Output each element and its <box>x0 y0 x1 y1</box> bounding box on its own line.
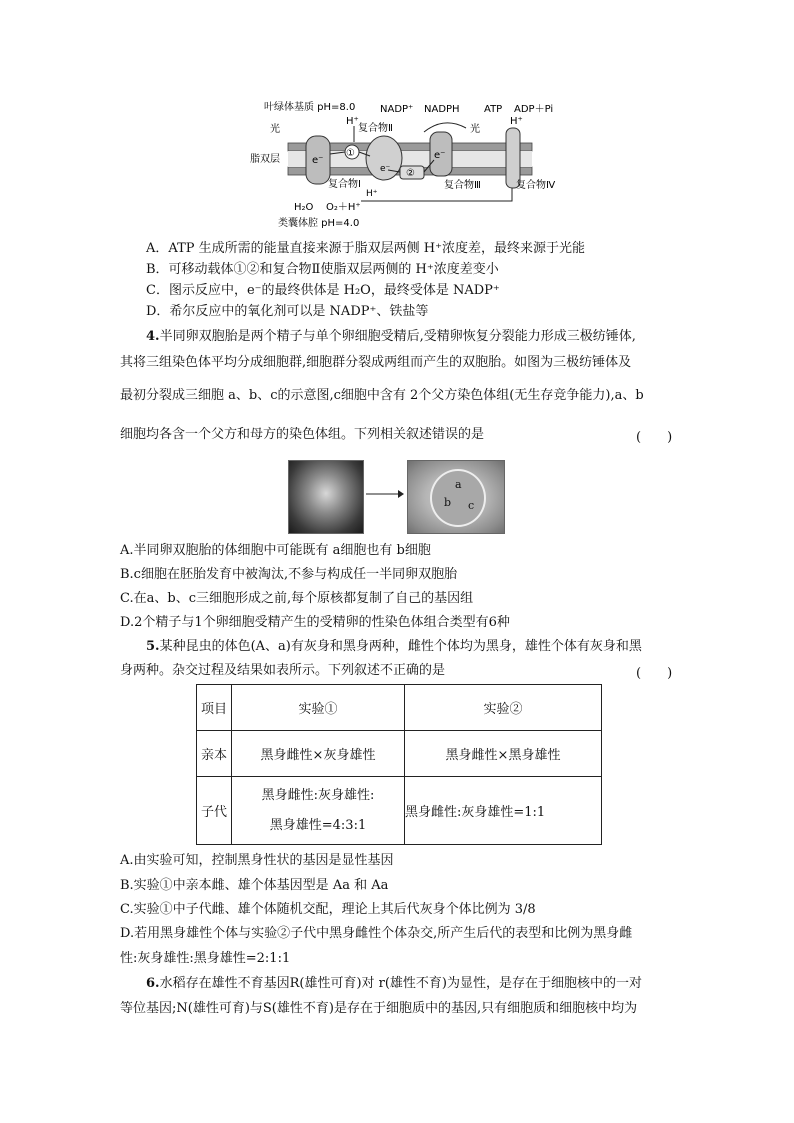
q4-option-c: C.在a、b、c三细胞形成之前,每个原核都复制了自己的基因组 <box>120 591 474 606</box>
q4-line4: 细胞均各含一个父方和母方的染色体组。下列相关叙述错误的是 <box>120 427 485 442</box>
spindle-photo <box>288 460 364 534</box>
q3-option-b: B．可移动载体①②和复合物Ⅱ使脂双层两侧的 H⁺浓度差变小 <box>146 262 499 277</box>
q4-line1: 4.半同卵双胞胎是两个精子与单个卵细胞受精后,受精卵恢复分裂能力形成三极纺锤体, <box>146 329 636 344</box>
complex4-label: 复合物Ⅳ <box>516 180 556 191</box>
q3-option-c: C．图示反应中，e⁻的最终供体是 H₂O，最终受体是 NADP⁺ <box>146 283 500 298</box>
table-cell-exp1-parents: 黑身雌性×灰身雄性 <box>232 731 405 777</box>
q4-option-d: D.2个精子与1个卵细胞受精产生的受精卵的性染色体组合类型有6种 <box>120 615 510 630</box>
complex1-label: 复合物Ⅰ <box>328 179 361 190</box>
nadph-label: NADPH <box>424 104 460 115</box>
electron-label-3: e⁻ <box>434 150 446 161</box>
exp1-offspring-line2: 黑身雄性=4:3:1 <box>269 817 367 833</box>
electron-label-1: e⁻ <box>312 155 324 166</box>
table-cell-exp1-offspring <box>232 777 405 845</box>
q5-line1: 5.某种昆虫的体色(A、a)有灰身和黑身两种，雌性个体均为黑身，雄性个体有灰身和黑 <box>146 639 642 654</box>
carrier1-label: ① <box>346 148 355 159</box>
complex4-shape <box>506 128 520 188</box>
cell-c-label: c <box>468 499 475 512</box>
carrier2-label: ② <box>406 168 415 179</box>
o2-label: O₂＋H⁺ <box>326 202 361 213</box>
q6-number: 6. <box>146 976 160 991</box>
q4-number: 4. <box>146 329 160 344</box>
thylakoid-diagram <box>248 98 556 233</box>
q5-option-b: B.实验①中亲本雌、雄个体基因型是 Aa 和 Aa <box>120 878 389 893</box>
q4-option-a: A.半同卵双胞胎的体细胞中可能既有 a细胞也有 b细胞 <box>120 543 431 558</box>
light-label-1: 光 <box>270 124 280 135</box>
light-label-2: 光 <box>470 124 480 135</box>
table-header-exp1: 实验① <box>232 685 405 731</box>
q5-line2: 身两种。杂交过程及结果如表所示。下列叙述不正确的是 <box>120 663 446 678</box>
q5-option-c: C.实验①中子代雌、雄个体随机交配，理论上其后代灰身个体比例为 3/8 <box>120 902 536 917</box>
membrane-label: 脂双层 <box>250 154 280 165</box>
q3-option-a: A．ATP 生成所需的能量直接来源于脂双层两侧 H⁺浓度差，最终来源于光能 <box>146 241 585 256</box>
stroma-ph: 叶绿体基质 pH=8.0 <box>264 102 356 113</box>
complex2-label: 复合物Ⅱ <box>358 123 393 134</box>
arrow-icon <box>364 488 406 500</box>
table-row-offspring-label: 子代 <box>197 777 232 845</box>
h2o-label: H₂O <box>294 202 314 213</box>
atp-label: ATP <box>484 104 503 115</box>
lumen-ph: 类囊体腔 pH=4.0 <box>278 218 360 229</box>
nadp-label: NADP⁺ <box>380 104 414 115</box>
table-header-item: 项目 <box>197 685 232 731</box>
h-label-1: H⁺ <box>346 116 359 127</box>
cell-a-label: a <box>455 478 462 491</box>
h-label-2: H⁺ <box>366 189 378 199</box>
complex3-label: 复合物Ⅲ <box>444 180 481 191</box>
table-cell-exp2-offspring: 黑身雌性:灰身雄性=1:1 <box>405 777 602 845</box>
exp1-offspring-line1: 黑身雌性:灰身雄性: <box>261 787 375 803</box>
table-row-parents-label: 亲本 <box>197 731 232 777</box>
table-cell-exp2-parents: 黑身雌性×黑身雄性 <box>405 731 602 777</box>
q5-option-a: A.由实验可知，控制黑身性状的基因是显性基因 <box>120 853 394 868</box>
electron-label-2: e⁻ <box>380 164 391 174</box>
nadp-arc <box>424 123 466 132</box>
h-label-3: H⁺ <box>510 116 523 127</box>
q5-answer-paren: ( ) <box>636 666 673 681</box>
q5-option-d-line1: D.若用黑身雄性个体与实验②子代中黑身雌性个体杂交,所产生后代的表型和比例为黑身雌 <box>120 926 633 941</box>
q6-line2: 等位基因;N(雄性可育)与S(雄性不育)是存在于细胞质中的基因,只有细胞质和细胞核中均为 <box>120 1001 638 1016</box>
q4-option-b: B.c细胞在胚胎发育中被淘汰,不参与构成任一半同卵双胞胎 <box>120 567 458 582</box>
three-cell-photo <box>407 460 505 534</box>
experiment-table <box>196 684 602 845</box>
q5-option-d-line2: 性:灰身雄性:黑身雄性=2:1:1 <box>120 951 291 966</box>
q4-line3: 最初分裂成三细胞 a、b、c的示意图,c细胞中含有 2个父方染色体组(无生存竞争能力),a、b <box>120 388 644 403</box>
q4-line2: 其将三组染色体平均分成细胞群,细胞群分裂成两组而产生的双胞胎。如图为三极纺锤体及 <box>120 355 632 370</box>
lumen-loop <box>361 188 512 201</box>
q3-option-d: D．希尔反应中的氧化剂可以是 NADP⁺、铁盐等 <box>146 304 429 319</box>
cell-b-label: b <box>444 496 452 509</box>
q4-answer-paren: ( ) <box>636 430 673 445</box>
q5-number: 5. <box>146 639 160 654</box>
table-header-exp2: 实验② <box>405 685 602 731</box>
adp-label: ADP＋Pi <box>514 104 554 115</box>
q6-line1: 6.水稻存在雄性不育基因R(雄性可育)对 r(雄性不育)为显性，是存在于细胞核中的一对 <box>146 976 643 991</box>
